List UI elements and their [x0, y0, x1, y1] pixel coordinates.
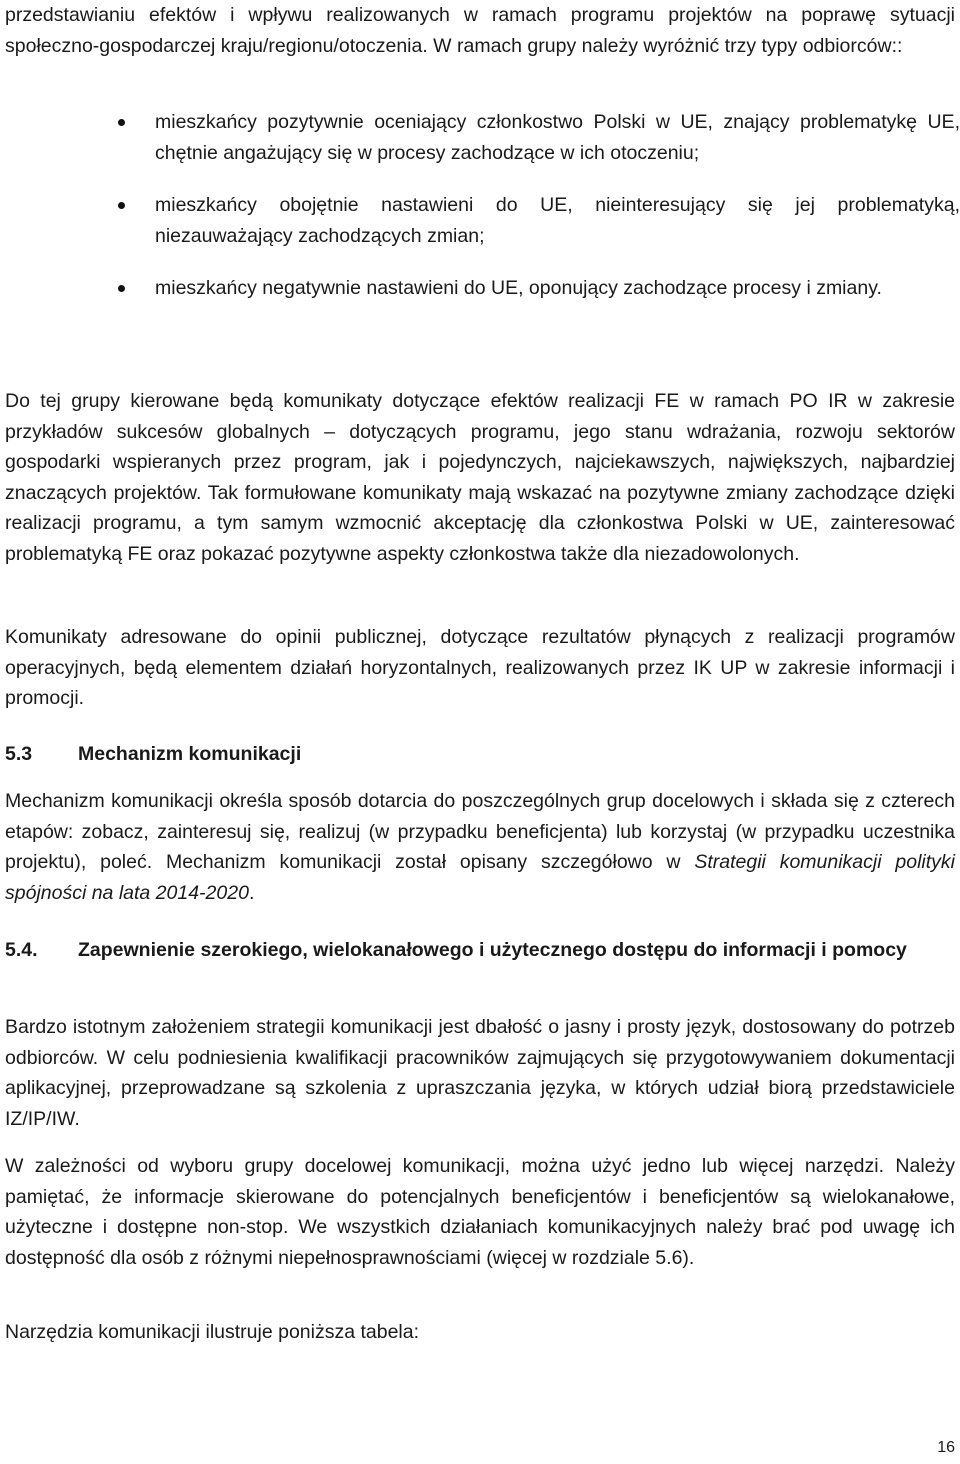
tools-paragraph: W zależności od wyboru grupy docelowej komunikacji, można użyć jedno lub więcej narzędzi. Należy pamiętać, że informacje skierowane do potencjalnych beneficjentów i beneficjentów są wielokanałowe, użyteczne i dostępne non-stop. We wszystkich działaniach komunikacyjnych należy brać pod uwagę ich dostępność dla osób z różnymi niepełnosprawnościami (więcej w rozdziale 5.6). [5, 1155, 955, 1269]
section-number: 5.4. [5, 939, 38, 961]
intro-paragraph: przedstawianiu efektów i wpływu realizowanych w ramach programu projektów na poprawę sytuacji społeczno-gospodarczej kraju/regionu/otoczenia. W ramach grupy należy wyróżnić trzy typy odbiorców:: [5, 4, 955, 57]
language-paragraph: Bardzo istotnym założeniem strategii komunikacji jest dbałość o jasny i prosty język, dostosowany do potrzeb odbiorców. W celu podniesienia kwalifikacji pracowników zajmujących się przygotowywaniem dokumentacji aplikacyjnej, przeprowadzane są szkolenia z upraszczania języka, w których udział biorą przedstawiciele IZ/IP/IW. [5, 1016, 955, 1130]
section-number: 5.3 [5, 743, 33, 765]
public-opinion-paragraph: Komunikaty adresowane do opinii publicznej, dotyczące rezultatów płynących z realizacji programów operacyjnych, będą elementem działań horyzontalnych, realizowanych przez IK UP w zakresie informacji i promocji. [5, 626, 955, 709]
mechanism-text-end: . [248, 881, 255, 904]
section-heading-5-3 [5, 739, 955, 770]
page-number: 16 [937, 1439, 955, 1456]
table-intro-paragraph: Narzędzia komunikacji ilustruje poniższa tabela: [5, 1321, 420, 1343]
list-item [5, 190, 960, 251]
strategy-reference: Strategii komunikacji polityki spójności na lata 2014-2020 [5, 851, 955, 904]
section-title: Zapewnienie szerokiego, wielokanałowego i użytecznego dostępu do informacji i pomocy [78, 939, 907, 961]
bullet-icon [118, 202, 125, 209]
list-item-text: mieszkańcy obojętnie nastawieni do UE, nieinteresujący się jej problematyką, niezauważający zachodzących zmian; [155, 194, 960, 247]
mechanism-text: Mechanizm komunikacji określa sposób dotarcia do poszczególnych grup docelowych i składa się z czterech etapów: zobacz, zainteresuj się, realizuj (w przypadku beneficjenta) lub korzystaj (w przypadku uczestnika projektu), poleć. Mechanizm komunikacji został opisany szczegółowo w [5, 790, 955, 873]
bullet-icon [118, 285, 125, 292]
target-group-paragraph: Do tej grupy kierowane będą komunikaty dotyczące efektów realizacji FE w ramach PO IR w zakresie przykładów sukcesów globalnych – dotyczących programu, jego stanu wdrażania, rozwoju sektorów gospodarki wspieranych przez program, jak i pojedynczych, najciekawszych, największych, najbardziej znaczących projektów. Tak formułowane komunikaty mają wskazać na pozytywne zmiany zachodzące dzięki realizacji programu, a tym samym wzmocnić akceptację dla członkostwa Polski w UE, zainteresować problematyką FE oraz pokazać pozytywne aspekty członkostwa także dla niezadowolonych. [5, 390, 955, 565]
list-item [5, 107, 960, 168]
list-item [5, 273, 960, 304]
bullet-icon [118, 119, 125, 126]
mechanism-paragraph [5, 786, 955, 908]
section-heading-5-4 [5, 935, 955, 966]
list-item-text: mieszkańcy negatywnie nastawieni do UE, oponujący zachodzące procesy i zmiany. [155, 277, 882, 299]
recipient-types-list [5, 107, 960, 304]
list-item-text: mieszkańcy pozytywnie oceniający członkostwo Polski w UE, znający problematykę UE, chętnie angażujący się w procesy zachodzące w ich otoczeniu; [155, 111, 960, 164]
section-title: Mechanizm komunikacji [78, 743, 302, 765]
